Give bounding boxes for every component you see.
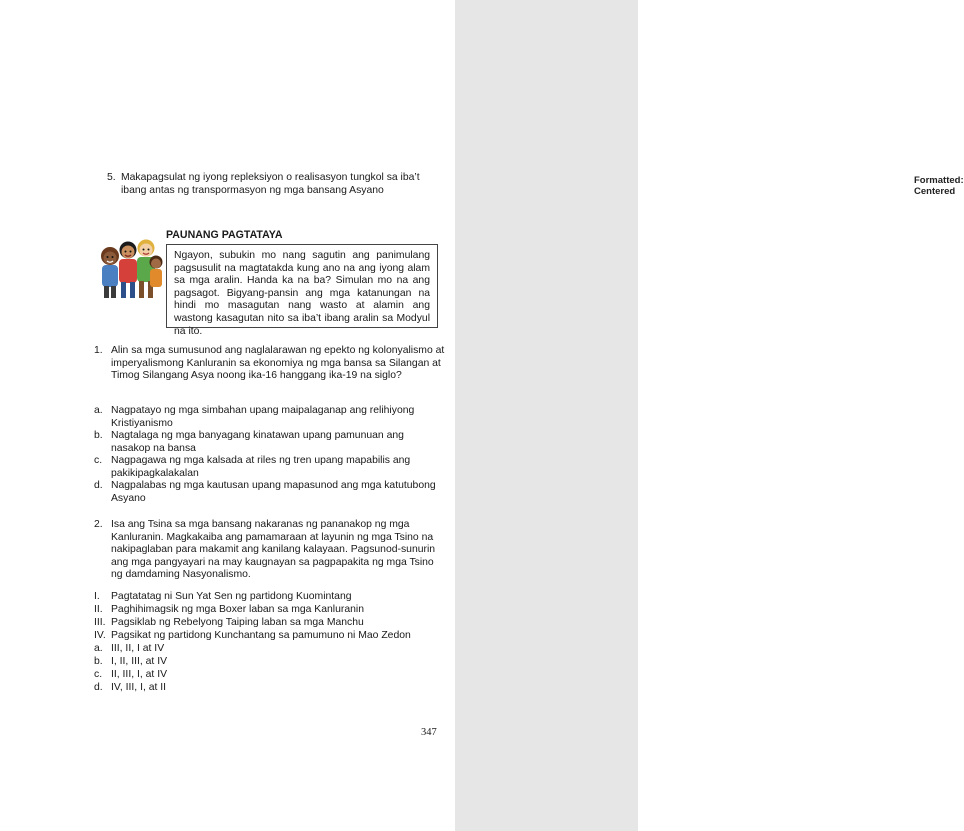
q2-event-2 [94, 604, 444, 617]
pretest-heading: PAUNANG PAGTATAYA [166, 229, 283, 241]
event-text: Pagsikat ng partidong Kunchantang sa pamumuno ni Mao Zedon [111, 630, 411, 641]
learning-objective-5 [107, 172, 447, 197]
question-text: Isa ang Tsina sa mga bansang nakaranas ng pananakop ng mga Kanluranin. Magkakaiba ang pamamaraan at layunin ng mga Tsino na nakipaglaban para makamit ang kanilang kalayaan. Pagsunod-sunurin ang mga pangyayari na may kaugnayan sa pagpapakita ng mga Tsino ng damdaming Nasyonalismo. [111, 519, 436, 581]
children-group-icon [96, 234, 164, 302]
option-label: d. [94, 682, 103, 693]
event-label: III. [94, 617, 106, 628]
option-label: c. [94, 455, 103, 466]
question-number: 2. [94, 519, 103, 530]
event-text: Pagsiklab ng Rebelyong Taiping laban sa mga Manchu [111, 617, 364, 628]
question-text: Alin sa mga sumusunod ang naglalarawan ng epekto ng kolonyalismo at imperyalismong Kanluranin sa ekonomiya ng mga bansa sa Silangan at Timog Silangang Asya noong ika-16 hanggang ika-19 na siglo? [111, 345, 445, 382]
option-text: I, II, III, at IV [111, 656, 168, 667]
page-number: 347 [421, 727, 437, 738]
comment-label: Formatted: Centered [914, 175, 964, 197]
option-text: IV, III, I, at II [111, 682, 167, 693]
q1-option-d[interactable] [94, 480, 444, 505]
q1-option-a[interactable] [94, 405, 444, 430]
event-text: Paghihimagsik ng mga Boxer laban sa mga Kanluranin [111, 604, 364, 615]
event-label: II. [94, 604, 103, 615]
option-label: c. [94, 669, 103, 680]
option-text: Nagpagawa ng mga kalsada at riles ng tren upang mapabilis ang pakikipagkalakalan [111, 455, 411, 479]
option-text: Nagpatayo ng mga simbahan upang maipalaganap ang relihiyong Kristiyanismo [111, 405, 415, 429]
option-text: Nagpalabas ng mga kautusan upang mapasunod ang mga katutubong Asyano [111, 480, 436, 504]
q2-event-1 [94, 591, 444, 604]
question-number: 1. [94, 345, 103, 356]
question-1 [94, 345, 446, 383]
question-2 [94, 519, 446, 582]
comment-margin [455, 0, 964, 831]
option-label: d. [94, 480, 103, 491]
option-label: a. [94, 405, 103, 416]
option-label: a. [94, 643, 103, 654]
event-label: I. [94, 591, 100, 602]
option-label: b. [94, 430, 103, 441]
event-text: Pagtatatag ni Sun Yat Sen ng partidong Kuomintang [111, 591, 352, 602]
q2-option-c[interactable] [94, 669, 444, 682]
q2-option-b[interactable] [94, 656, 444, 669]
option-label: b. [94, 656, 103, 667]
pretest-intro-box: Ngayon, subukin mo nang sagutin ang panimulang pagsusulit na magtatakda kung ano na ang iyong alam sa mga aralin. Handa ka na ba? Simulan mo na ang pagsagot. Bigyang-pansin ang mga katanungan na hindi mo masagutan nang wasto at alamin ang wastong kasagutan nito sa iba’t ibang aralin sa Modyul na ito. [166, 244, 438, 328]
q1-option-c[interactable] [94, 455, 444, 480]
objective-number: 5. [107, 172, 116, 183]
option-text: III, II, I at IV [111, 643, 165, 654]
document-page [0, 0, 455, 831]
q2-option-d[interactable] [94, 682, 444, 695]
objective-text: Makapagsulat ng iyong repleksiyon o realisasyon tungkol sa iba’t ibang antas ng transpormasyon ng mga bansang Asyano [121, 172, 420, 196]
q2-event-3 [94, 617, 444, 630]
q1-option-b[interactable] [94, 430, 444, 455]
q2-event-4 [94, 630, 444, 643]
q2-option-a[interactable] [94, 643, 444, 656]
event-label: IV. [94, 630, 106, 641]
option-text: Nagtalaga ng mga banyagang kinatawan upang pamunuan ang nasakop na bansa [111, 430, 404, 454]
option-text: II, III, I, at IV [111, 669, 168, 680]
